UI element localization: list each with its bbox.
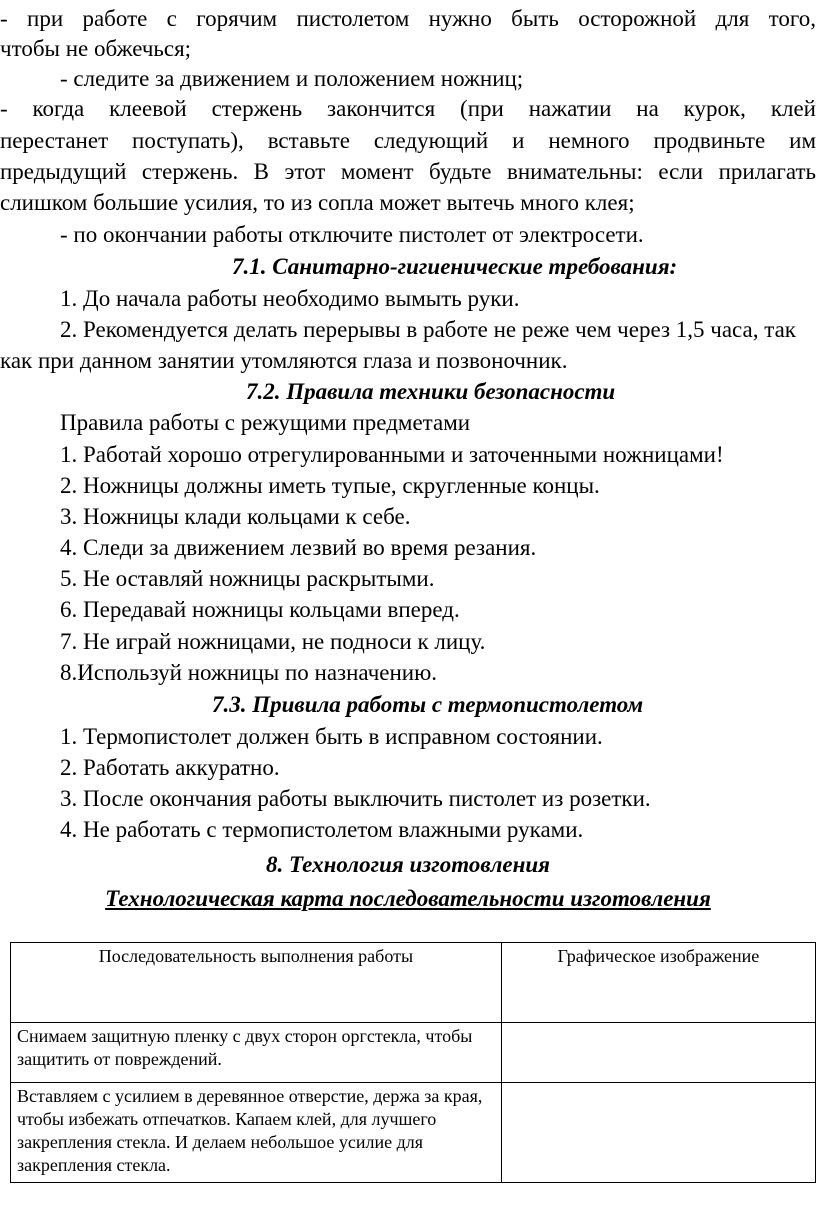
list-item: 2. Ножницы должны иметь тупые, скругленные концы. — [60, 473, 600, 498]
list-item: 2. Работать аккуратно. — [60, 755, 280, 780]
table-row — [11, 1023, 816, 1083]
table-cell-image — [501, 1023, 815, 1083]
text-line: перестанет поступать), вставьте следующий и немного продвиньте им — [0, 128, 816, 153]
table-cell-step: Вставляем с усилием в деревянное отверстие, держа за края, чтобы избежать отпечатков. Капаем клей, для лучшего закрепления стекла. И делаем небольшое усилие для закрепления стекла. — [11, 1083, 502, 1183]
text-line: - когда клеевой стержень закончится (при нажатии на курок, клей — [0, 96, 816, 121]
table-cell-image — [501, 1083, 815, 1183]
list-item: 8.Используй ножницы по назначению. — [60, 660, 438, 685]
list-item: 1. Термопистолет должен быть в исправном состоянии. — [60, 724, 603, 749]
list-item: 5. Не оставляй ножницы раскрытыми. — [60, 566, 435, 591]
list-item: 4. Следи за движением лезвий во время резания. — [60, 535, 537, 560]
section-7-1-title: 7.1. Санитарно-гигиенические требования: — [232, 254, 678, 279]
table-header-row — [11, 943, 816, 1023]
text-line: - по окончании работы отключите пистолет от электросети. — [60, 222, 644, 247]
list-item: 3. После окончания работы выключить пистолет из розетки. — [60, 786, 651, 811]
list-item: 4. Не работать с термопистолетом влажными руками. — [60, 817, 584, 842]
table-header-cell: Последовательность выполнения работы — [11, 943, 502, 1023]
section-7-2-subtitle: Правила работы с режущими предметами — [60, 410, 471, 435]
table-row — [11, 1083, 816, 1183]
list-item: 6. Передавай ножницы кольцами вперед. — [60, 597, 460, 622]
tech-card-table — [10, 942, 816, 1183]
section-7-2-title: 7.2. Правила техники безопасности — [246, 379, 616, 404]
list-item: 1. До начала работы необходимо вымыть руки. — [60, 286, 520, 311]
table-cell-step: Снимаем защитную пленку с двух сторон оргстекла, чтобы защитить от повреждений. — [11, 1023, 502, 1083]
text-line: предыдущий стержень. В этот момент будьте внимательны: если прилагать — [0, 159, 816, 184]
list-item: 2. Рекомендуется делать перерывы в работе не реже чем через 1,5 часа, так — [60, 317, 796, 342]
section-8-subtitle: Технологическая карта последовательности изготовления — [105, 886, 711, 911]
text-line: слишком большие усилия, то из сопла может вытечь много клея; — [0, 190, 635, 215]
text-line: - следите за движением и положением ножниц; — [60, 66, 524, 91]
table-header-cell: Графическое изображение — [501, 943, 815, 1023]
list-item: 7. Не играй ножницами, не подноси к лицу. — [60, 629, 486, 654]
text-line: - при работе с горячим пистолетом нужно быть осторожной для того, — [0, 6, 816, 31]
text-line: чтобы не обжечься; — [0, 36, 192, 61]
list-item: 1. Работай хорошо отрегулированными и заточенными ножницами! — [60, 442, 724, 467]
section-8-title: 8. Технология изготовления — [265, 852, 551, 877]
list-item: как при данном занятии утомляются глаза и позвоночник. — [0, 348, 568, 373]
section-7-3-title: 7.3. Привила работы с термопистолетом — [212, 692, 644, 717]
list-item: 3. Ножницы клади кольцами к себе. — [60, 504, 411, 529]
